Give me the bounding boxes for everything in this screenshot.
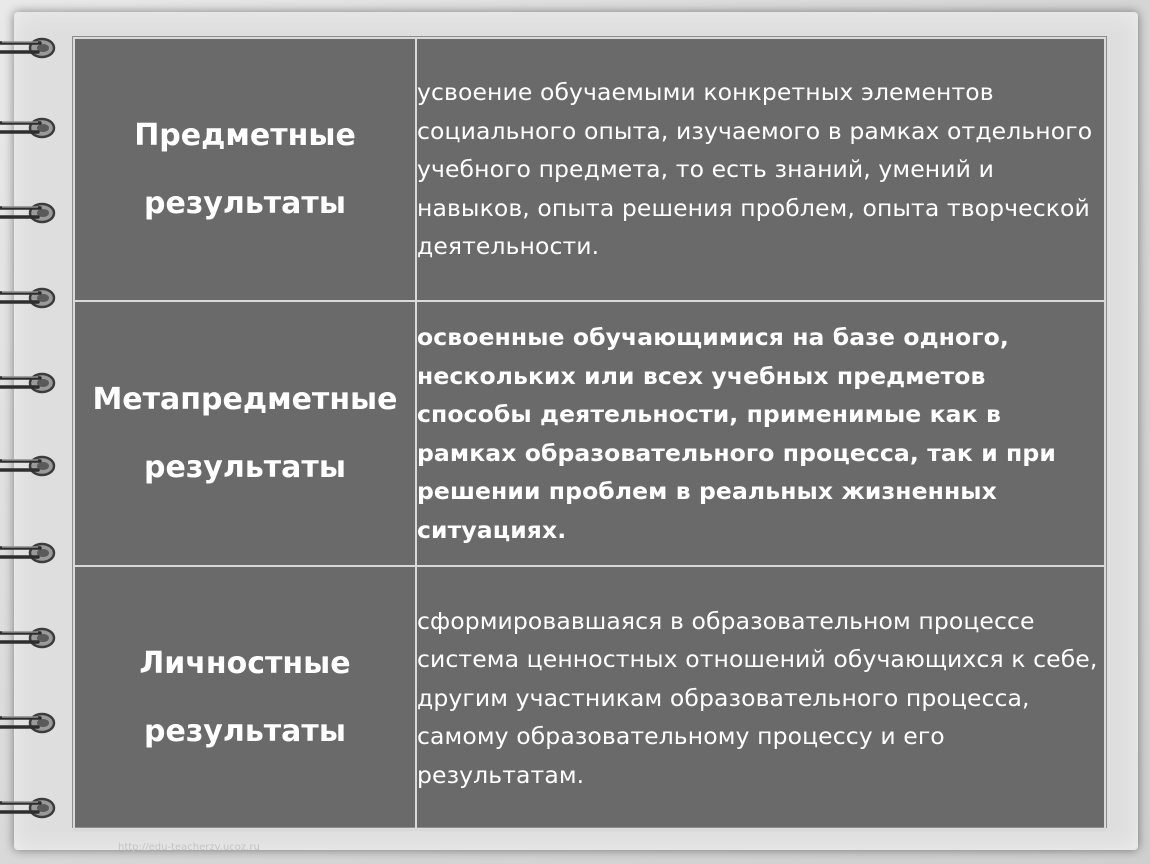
binding-ring-icon [0, 195, 62, 231]
table-row [74, 301, 1105, 566]
metasubject-results-label [74, 301, 416, 566]
row-label: Личностные результаты [139, 646, 351, 749]
binding-ring-icon [0, 535, 62, 571]
metasubject-results-description-cell [416, 301, 1105, 566]
binding-ring-icon [0, 280, 62, 316]
footer-url: http://edu-teacherzv.ucoz.ru [118, 842, 260, 853]
binding-ring-icon [0, 365, 62, 401]
row-description: усвоение обучаемыми конкретных элементов социального опыта, изучаемого в рамках отдельного учебного предмета, то есть знаний, умений и навыков, опыта решения проблем, опыта творческой деятельности. [417, 78, 1093, 261]
binding-ring-icon [0, 448, 62, 484]
row-label: Метапредметные результаты [92, 381, 398, 485]
binding-ring-icon [0, 705, 62, 741]
row-label: Предметные результаты [134, 117, 356, 221]
table-row [74, 38, 1105, 301]
binding-ring-icon [0, 790, 62, 826]
row-description: освоенные обучающимися на базе одного, нескольких или всех учебных предметов способы деятельности, применимые как в рамках образовательного процесса, так и при решении проблем в реальных жизненных ситуациях. [417, 323, 1056, 544]
personal-results-description-cell [416, 566, 1105, 830]
table-row [74, 566, 1105, 830]
results-table [73, 37, 1106, 831]
results-panel [72, 36, 1107, 828]
subject-results-label [74, 38, 416, 301]
subject-results-description-cell [416, 38, 1105, 301]
row-description: сформировавшаяся в образовательном процессе система ценностных отношений обучающихся к себе, другим участникам образовательного процесса, самому образовательному процессу и его результатам. [417, 606, 1098, 789]
binding-ring-icon [0, 620, 62, 656]
personal-results-label [74, 566, 416, 830]
spiral-binding [0, 0, 70, 864]
binding-ring-icon [0, 30, 62, 66]
binding-ring-icon [0, 110, 62, 146]
